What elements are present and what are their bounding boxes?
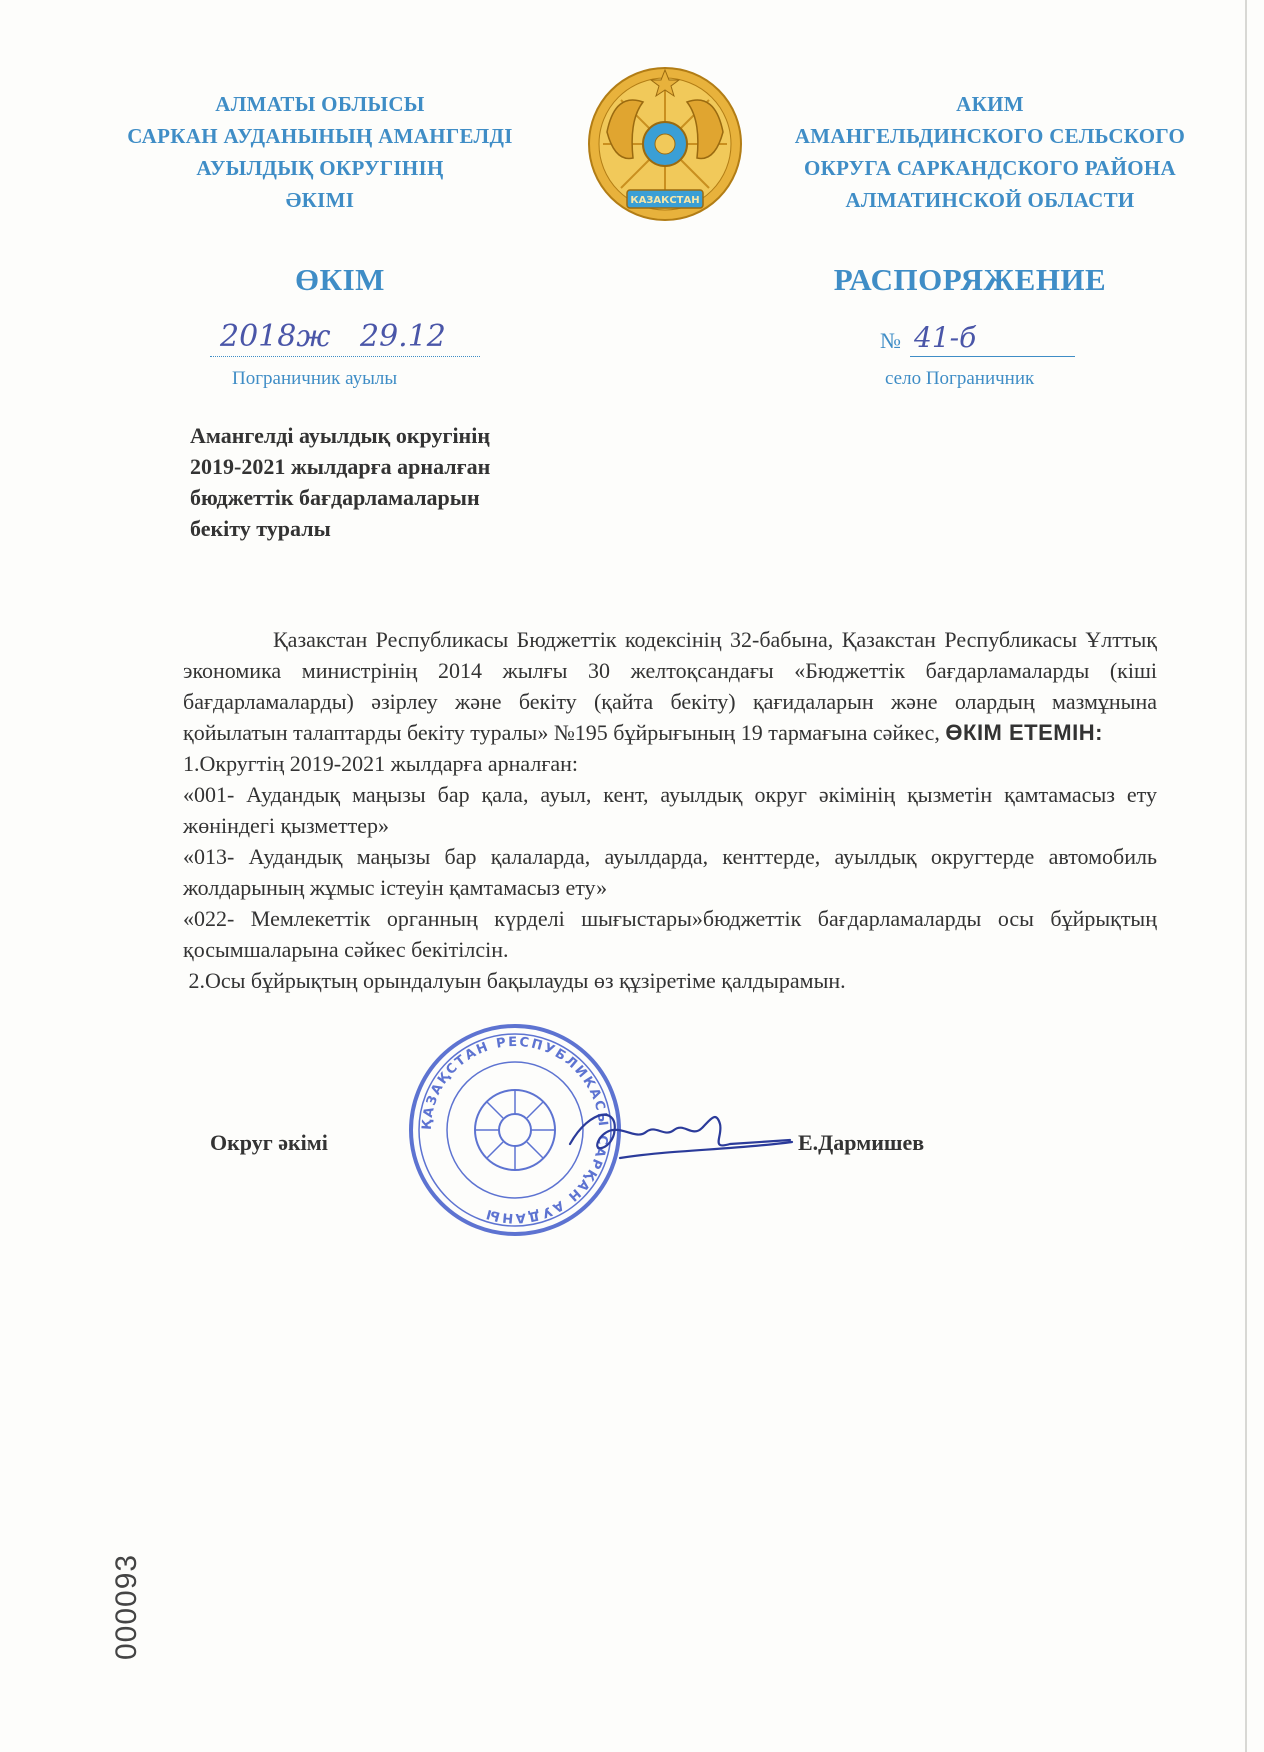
intro-paragraph [183,624,1157,748]
date-day-month: 29.12 [360,319,446,354]
intro-text: Қазакстан Республикасы Бюджеттік кодексінің 32-бабына, Қазакстан Республикасы Ұлттық экономика министрінің 2014 жылғы 30 желтоқсандағы «Бюджеттік бағдарламаларды (кіші бағдарламаларды) әзірлеу және бекіту (қайта бекіту) қағидаларын және олардың мазмұнына қойылатын талаптарды бекіту туралы» №195 бұйрығының 19 тармағына сәйкес, [183,627,1157,745]
number-value: 41-б [914,321,977,354]
program-022: «022- Мемлекеттік органның күрделі шығыстары»бюджеттік бағдарламаларды осы бұйрықтың қосымшаларына сәйкес бекітілсін. [183,906,1157,962]
date-year: 2018ж [220,319,331,354]
signatory-name: Е.Дармишев [798,1130,925,1155]
archive-number: 000093 [110,1553,143,1660]
header-ru-line: АКИМ [956,92,1024,116]
body-text [183,624,1157,996]
program-013: «013- Аудандық маңызы бар қалаларда, ауылдарда, кенттерде, ауылдық округтерде автомобиль жолдарының жұмыс істеуін қамтамасыз ету» [183,844,1157,900]
header-ru-line: АЛМАТИНСКОЙ ОБЛАСТИ [845,188,1135,212]
item-2: 2.Осы бұйрықтың орындалуын бақылауды өз құзіретіме қалдырамын. [183,968,846,993]
header-kz-line: АЛМАТЫ ОБЛЫСЫ [215,92,425,116]
number-label: № [880,328,901,353]
doc-type-ru: РАСПОРЯЖЕНИЕ [833,262,1107,297]
program-001: «001- Аудандық маңызы бар қала, ауыл, кент, ауылдық округ әкімінің қызметін қамтамасыз ету жөніндегі қызметтер» [183,782,1157,838]
signatory-title: Округ әкімі [210,1130,328,1155]
handwritten-signature [560,1098,800,1170]
place-kz: Пограничник ауылы [232,368,398,389]
header-ru [760,88,1220,216]
subject-line: бекіту туралы [190,516,331,541]
number-field [910,316,1075,357]
subject-line: бюджеттік бағдарламаларын [190,485,480,510]
emblem-label: КАЗАКСТАН [630,195,700,206]
subject-line: Амангелді ауылдық округінің [190,423,491,448]
stamp-text: ҚАЗАҚСТАН РЕСПУБЛИКАСЫ САРҚАН АУДАНЫ [419,1034,611,1226]
header-kz-line: ӘКІМІ [285,188,355,212]
date-field [210,316,480,357]
header-ru-line: ОКРУГА САРКАНДСКОГО РАЙОНА [804,156,1176,180]
header-ru-line: АМАНГЕЛЬДИНСКОГО СЕЛЬСКОГО [794,124,1186,148]
header-kz-line: АУЫЛДЫҚ ОКРУГІНІҢ [196,156,444,180]
page-edge [1245,0,1247,1752]
state-emblem-icon [585,62,745,232]
place-ru: село Пограничник [885,368,1035,389]
stamp-emblem-icon [475,1090,555,1170]
decree-phrase: ӨКІМ ЕТЕМІН: [945,720,1103,745]
header-kz [100,88,540,216]
item-1: 1.Округтің 2019-2021 жылдарға арналған: [183,751,578,776]
subject-line: 2019-2021 жылдарға арналған [190,454,491,479]
subject-title [190,420,620,544]
header-kz-line: САРКАН АУДАНЫНЫҢ АМАНГЕЛДІ [127,124,513,148]
doc-type-kz: ӨКІМ [295,262,385,297]
